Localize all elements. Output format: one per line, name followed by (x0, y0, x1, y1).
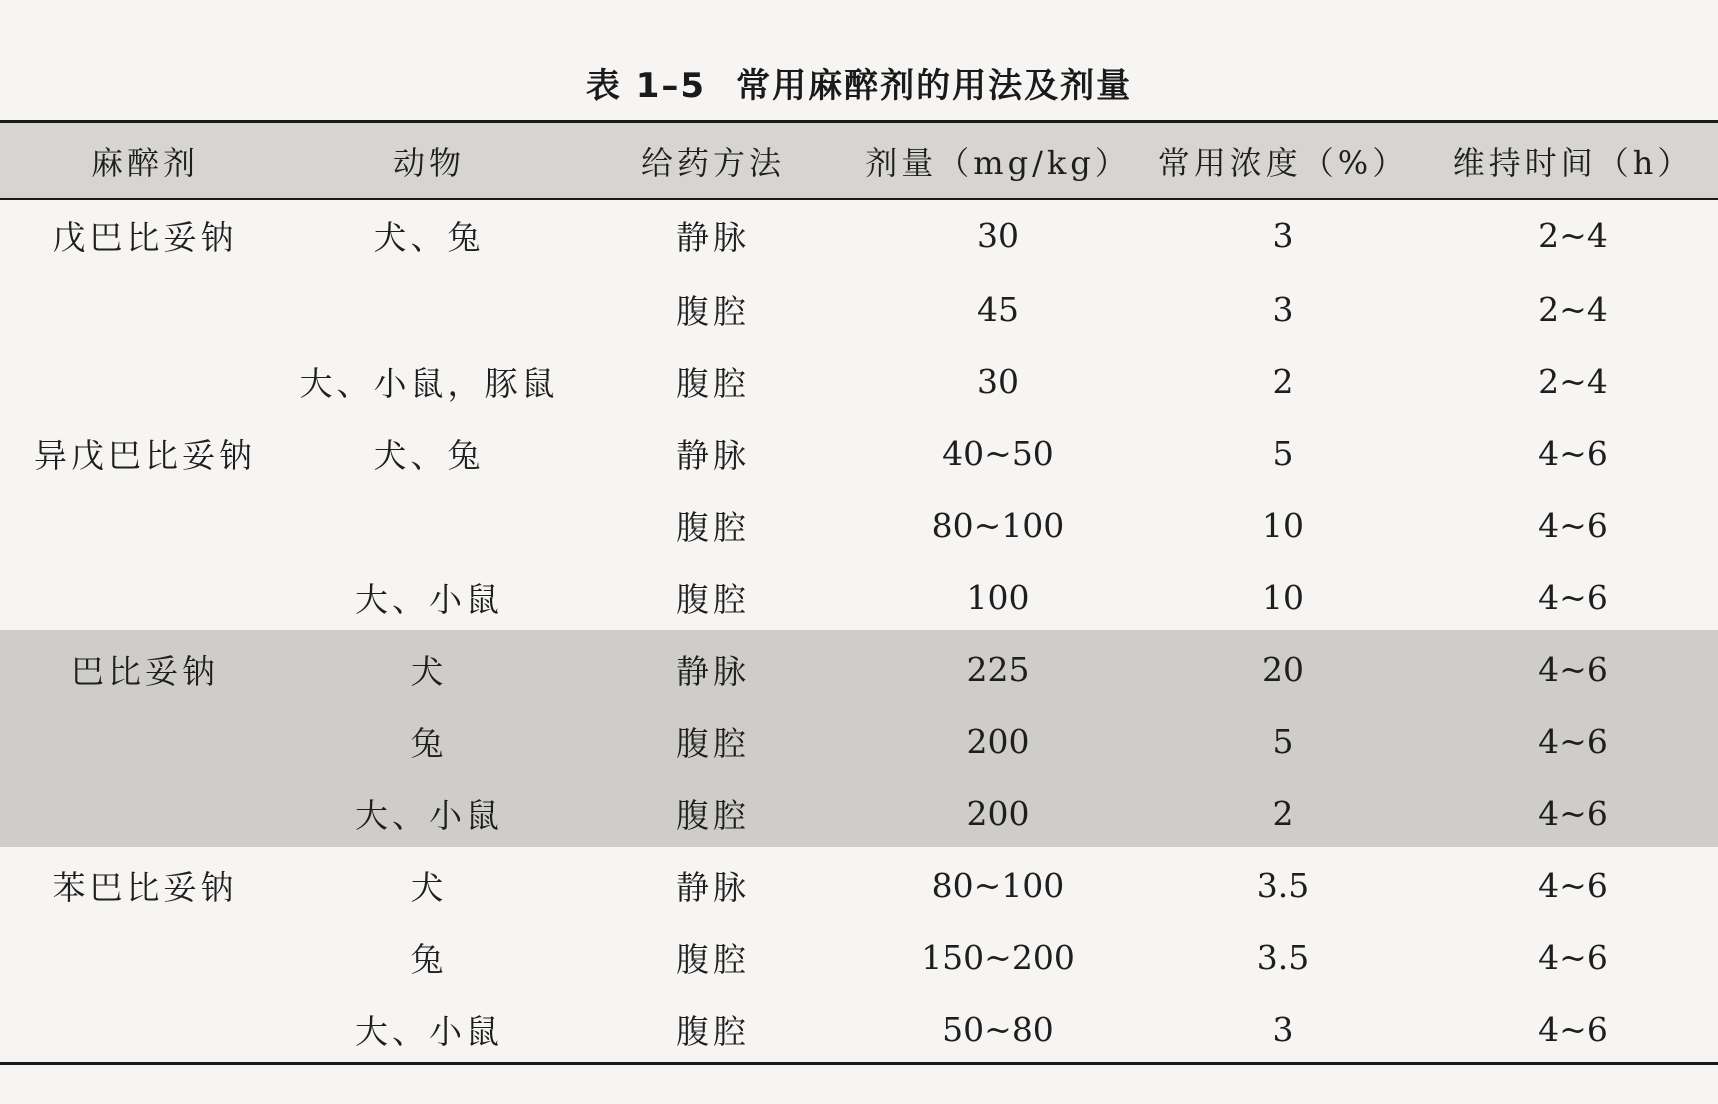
header-concentration: 常用浓度（%） (1157, 143, 1409, 182)
cell-dose: 100 (966, 577, 1030, 617)
cell-duration: 4~6 (1538, 433, 1608, 473)
cell-concentration: 3 (1272, 289, 1294, 329)
cell-route: 腹腔 (676, 939, 750, 979)
cell-duration: 4~6 (1538, 1009, 1608, 1049)
cell-concentration: 10 (1262, 505, 1304, 545)
cell-agent (0, 273, 290, 345)
cell-animal: 犬 (410, 651, 448, 691)
cell-route: 腹腔 (676, 363, 750, 403)
cell-duration: 2~4 (1538, 361, 1608, 401)
cell-dose: 40~50 (942, 433, 1054, 473)
cell-route: 腹腔 (676, 1011, 750, 1051)
table-row (0, 273, 1718, 345)
cell-route: 静脉 (676, 218, 750, 257)
cell-animal: 兔 (410, 723, 448, 763)
cell-duration: 4~6 (1538, 937, 1608, 977)
cell-route: 腹腔 (676, 795, 750, 835)
cell-agent: 异戊巴比妥钠 (34, 435, 256, 475)
cell-concentration: 3.5 (1256, 937, 1310, 977)
table-row (0, 777, 1718, 849)
cell-concentration: 5 (1272, 721, 1294, 761)
cell-dose: 150~200 (921, 937, 1075, 977)
table-header-row (0, 123, 1718, 198)
cell-animal: 大、小鼠 (355, 1011, 503, 1051)
table-row (0, 417, 1718, 489)
table-title: 常用麻醉剂的用法及剂量 (736, 66, 1133, 106)
cell-animal: 犬 (410, 867, 448, 907)
cell-agent: 戊巴比妥钠 (52, 218, 238, 257)
cell-dose: 30 (977, 216, 1019, 255)
cell-agent (0, 489, 290, 561)
cell-animal (290, 273, 568, 345)
header-animal: 动物 (392, 143, 465, 182)
anesthetic-dosage-table (0, 123, 1718, 1065)
cell-concentration: 20 (1262, 649, 1304, 689)
cell-dose: 45 (977, 289, 1019, 329)
cell-animal: 犬、兔 (373, 218, 485, 257)
table-caption (0, 58, 1718, 107)
cell-dose: 80~100 (931, 865, 1065, 905)
cell-duration: 2~4 (1538, 216, 1608, 255)
cell-route: 腹腔 (676, 291, 750, 331)
table-row (0, 993, 1718, 1065)
cell-agent (0, 561, 290, 633)
cell-agent (0, 777, 290, 849)
header-dose: 剂量（mg/kg） (865, 143, 1131, 182)
cell-duration: 4~6 (1538, 865, 1608, 905)
cell-concentration: 5 (1272, 433, 1294, 473)
table-row (0, 921, 1718, 993)
header-duration: 维持时间（h） (1452, 143, 1694, 182)
cell-animal: 犬、兔 (373, 435, 485, 475)
cell-animal: 大、小鼠 (355, 795, 503, 835)
table-row (0, 489, 1718, 561)
table-row (0, 849, 1718, 921)
cell-concentration: 3.5 (1256, 865, 1310, 905)
cell-concentration: 3 (1272, 216, 1294, 255)
cell-dose: 200 (966, 793, 1030, 833)
table-row (0, 633, 1718, 705)
cell-dose: 200 (966, 721, 1030, 761)
cell-animal (290, 489, 568, 561)
cell-duration: 4~6 (1538, 649, 1608, 689)
cell-dose: 30 (977, 361, 1019, 401)
cell-dose: 50~80 (942, 1009, 1054, 1049)
cell-agent: 巴比妥钠 (71, 651, 219, 691)
cell-animal: 大、小鼠，豚鼠 (299, 363, 559, 403)
cell-duration: 4~6 (1538, 721, 1608, 761)
table-row (0, 198, 1718, 273)
cell-route: 静脉 (676, 651, 750, 691)
cell-concentration: 10 (1262, 577, 1304, 617)
cell-agent (0, 993, 290, 1065)
table-row (0, 345, 1718, 417)
cell-agent (0, 921, 290, 993)
cell-duration: 4~6 (1538, 793, 1608, 833)
cell-duration: 2~4 (1538, 289, 1608, 329)
cell-concentration: 2 (1272, 793, 1294, 833)
cell-animal: 兔 (410, 939, 448, 979)
cell-route: 腹腔 (676, 723, 750, 763)
header-route: 给药方法 (640, 143, 785, 182)
cell-route: 腹腔 (676, 507, 750, 547)
cell-duration: 4~6 (1538, 505, 1608, 545)
cell-route: 腹腔 (676, 579, 750, 619)
cell-route: 静脉 (676, 867, 750, 907)
cell-agent: 苯巴比妥钠 (52, 867, 238, 907)
header-agent: 麻醉剂 (90, 143, 199, 182)
cell-duration: 4~6 (1538, 577, 1608, 617)
table-row (0, 561, 1718, 633)
cell-concentration: 3 (1272, 1009, 1294, 1049)
cell-concentration: 2 (1272, 361, 1294, 401)
cell-agent (0, 345, 290, 417)
table-number: 表 1–5 (585, 66, 707, 106)
cell-animal: 大、小鼠 (355, 579, 503, 619)
cell-agent (0, 705, 290, 777)
cell-route: 静脉 (676, 435, 750, 475)
table-row (0, 705, 1718, 777)
cell-dose: 225 (966, 649, 1030, 689)
cell-dose: 80~100 (931, 505, 1065, 545)
